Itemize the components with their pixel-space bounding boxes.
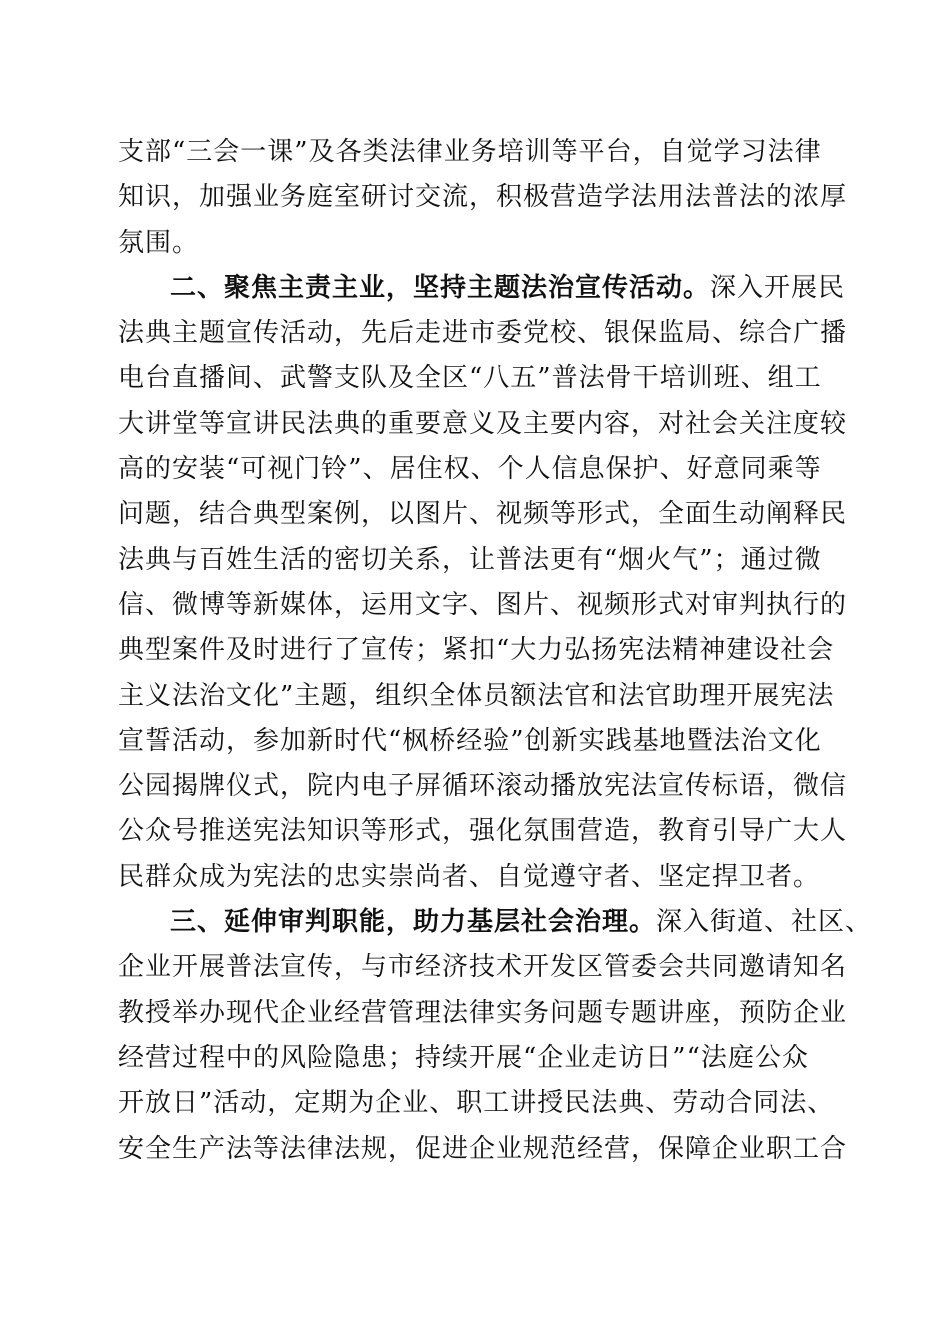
text-line: 经营过程中的风险隐患；持续开展“企业走访日”“法庭公众 bbox=[118, 1042, 809, 1073]
text-line: 知识，加强业务庭室研讨交流，积极营造学法用法普法的浓厚 bbox=[118, 182, 848, 213]
document-page bbox=[118, 130, 873, 1172]
paragraph-first-line bbox=[118, 900, 873, 945]
paragraph-2 bbox=[118, 266, 848, 900]
paragraph-3 bbox=[118, 900, 873, 1172]
text-line: 氛围。 bbox=[118, 227, 200, 258]
text-run: 深入街道、社区、 bbox=[656, 907, 873, 938]
text-line: 问题，结合典型案例，以图片、视频等形式，全面生动阐释民 bbox=[118, 499, 848, 530]
text-line: 大讲堂等宣讲民法典的重要意义及主要内容，对社会关注度较 bbox=[118, 408, 848, 439]
text-line: 教授举办现代企业经营管理法律实务问题专题讲座，预防企业 bbox=[118, 997, 848, 1028]
text-line: 宣誓活动，参加新时代“枫桥经验”创新实践基地暨法治文化 bbox=[118, 725, 822, 756]
text-line: 安全生产法等法律法规，促进企业规范经营，保障企业职工合 bbox=[118, 1133, 848, 1164]
text-line: 信、微博等新媒体，运用文字、图片、视频形式对审判执行的 bbox=[118, 589, 848, 620]
text-line: 法典与百姓生活的密切关系，让普法更有“烟火气”；通过微 bbox=[118, 544, 822, 575]
paragraph-1 bbox=[118, 130, 848, 266]
text-line: 典型案件及时进行了宣传；紧扣“大力弘扬宪法精神建设社会 bbox=[118, 635, 835, 666]
section-heading: 三、延伸审判职能，助力基层社会治理。 bbox=[170, 907, 657, 938]
section-heading: 二、聚焦主责主业，坚持主题法治宣传活动。 bbox=[170, 272, 711, 303]
text-line: 公众号推送宪法知识等形式，强化氛围营造，教育引导广大人 bbox=[118, 816, 848, 847]
text-line: 开放日”活动，定期为企业、职工讲授民法典、劳动合同法、 bbox=[118, 1088, 835, 1119]
paragraph-first-line bbox=[118, 266, 846, 311]
text-line: 法典主题宣传活动，先后走进市委党校、银保监局、综合广播 bbox=[118, 318, 848, 349]
text-line: 高的安装“可视门铃”、居住权、个人信息保护、好意同乘等 bbox=[118, 454, 822, 485]
text-line: 主义法治文化”主题，组织全体员额法官和法官助理开展宪法 bbox=[118, 680, 835, 711]
text-line: 公园揭牌仪式，院内电子屏循环滚动播放宪法宣传标语，微信 bbox=[118, 771, 848, 802]
text-line: 支部“三会一课”及各类法律业务培训等平台，自觉学习法律 bbox=[118, 137, 822, 167]
text-line: 企业开展普法宣传，与市经济技术开发区管委会共同邀请知名 bbox=[118, 952, 848, 983]
text-line: 民群众成为宪法的忠实崇尚者、自觉遵守者、坚定捍卫者。 bbox=[118, 861, 821, 892]
text-line: 电台直播间、武警支队及全区“八五”普法骨干培训班、组工 bbox=[118, 363, 822, 394]
text-run: 深入开展民 bbox=[710, 272, 846, 303]
